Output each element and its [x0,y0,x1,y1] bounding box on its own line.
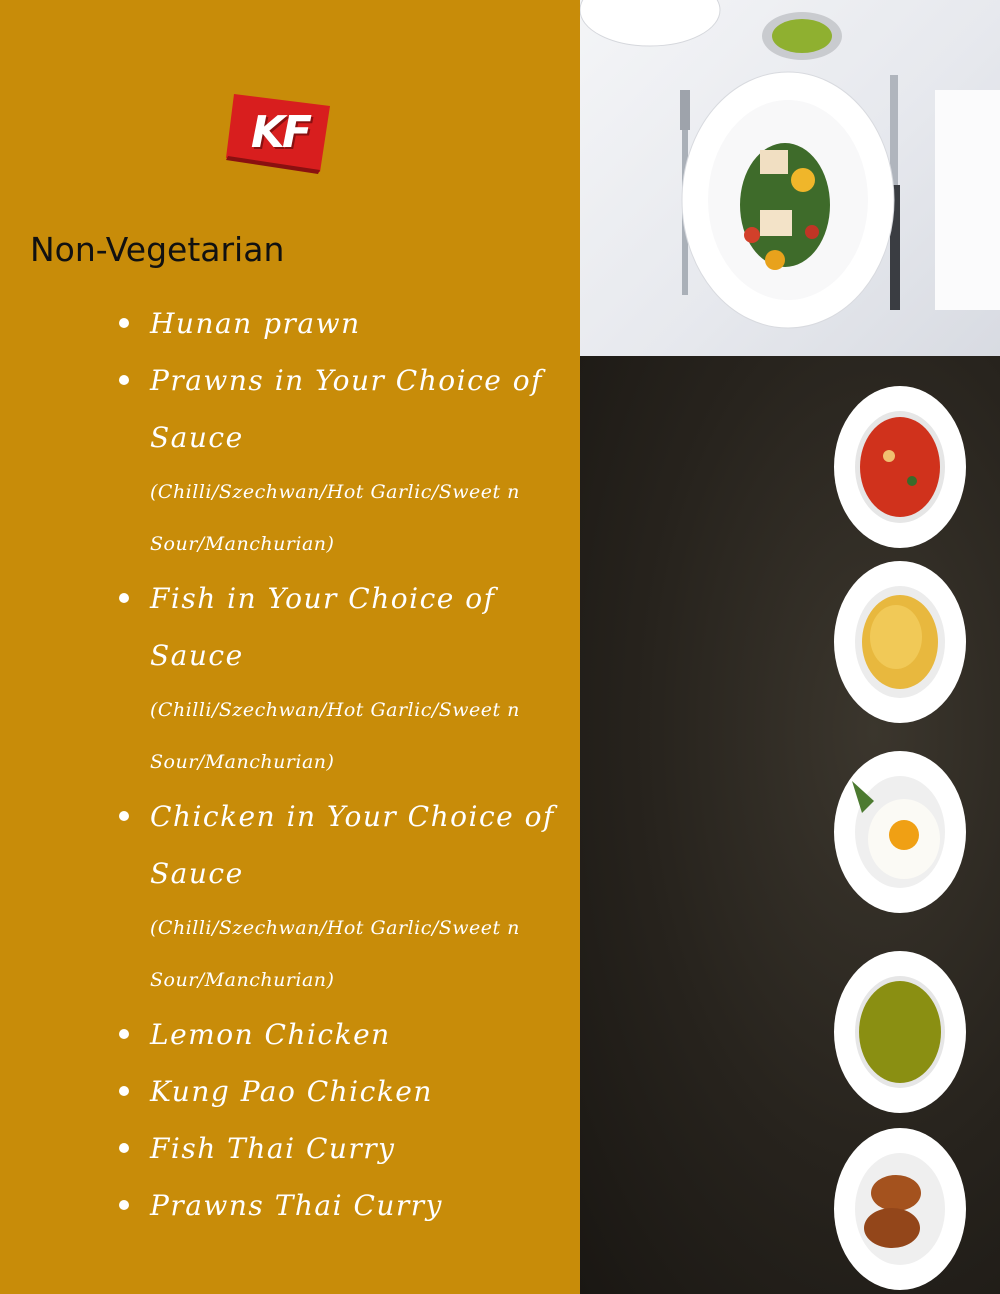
section-heading: Non-Vegetarian [30,230,285,269]
kf-logo [224,88,336,176]
menu-item-note: (Chilli/Szechwan/Hot Garlic/Sweet n Sour/Manchurian) [150,699,520,773]
dishes-photo [580,356,1000,1294]
bullet-icon [119,1029,129,1039]
bullet-icon [119,1200,129,1210]
bullet-icon [119,593,129,603]
menu-item-label: Hunan prawn [150,307,361,340]
menu-item [116,1120,566,1177]
menu-item [116,1006,566,1063]
menu-item-note: (Chilli/Szechwan/Hot Garlic/Sweet n Sour/Manchurian) [150,917,520,991]
bullet-icon [119,811,129,821]
pasta-plate-icon [834,561,966,723]
menu-list [116,295,566,1234]
menu-item [116,352,566,570]
bullet-icon [119,318,129,328]
menu-item [116,1177,566,1234]
tomato-soup-plate-icon [834,386,966,548]
green-soup-plate-icon [834,951,966,1113]
bullet-icon [119,375,129,385]
menu-item [116,788,566,1006]
menu-item-label: Fish in Your Choice of Sauce [150,582,496,672]
menu-item-note: (Chilli/Szechwan/Hot Garlic/Sweet n Sour/Manchurian) [150,481,520,555]
table-setting-photo [580,0,1000,356]
menu-item-label: Lemon Chicken [150,1018,391,1051]
logo-text: KF [250,106,310,158]
menu-item-label: Prawns in Your Choice of Sauce [150,364,543,454]
menu-item-label: Chicken in Your Choice of Sauce [150,800,555,890]
fried-egg-plate-icon [834,751,966,913]
croissant-plate-icon [834,1128,966,1290]
menu-item-label: Fish Thai Curry [150,1132,396,1165]
bullet-icon [119,1143,129,1153]
menu-item-label: Kung Pao Chicken [150,1075,433,1108]
menu-item-label: Prawns Thai Curry [150,1189,443,1222]
menu-item [116,570,566,788]
side-plate-icon [580,0,720,46]
bullet-icon [119,1086,129,1096]
napkin-icon [935,90,1000,310]
menu-item [116,1063,566,1120]
menu-item [116,295,566,352]
